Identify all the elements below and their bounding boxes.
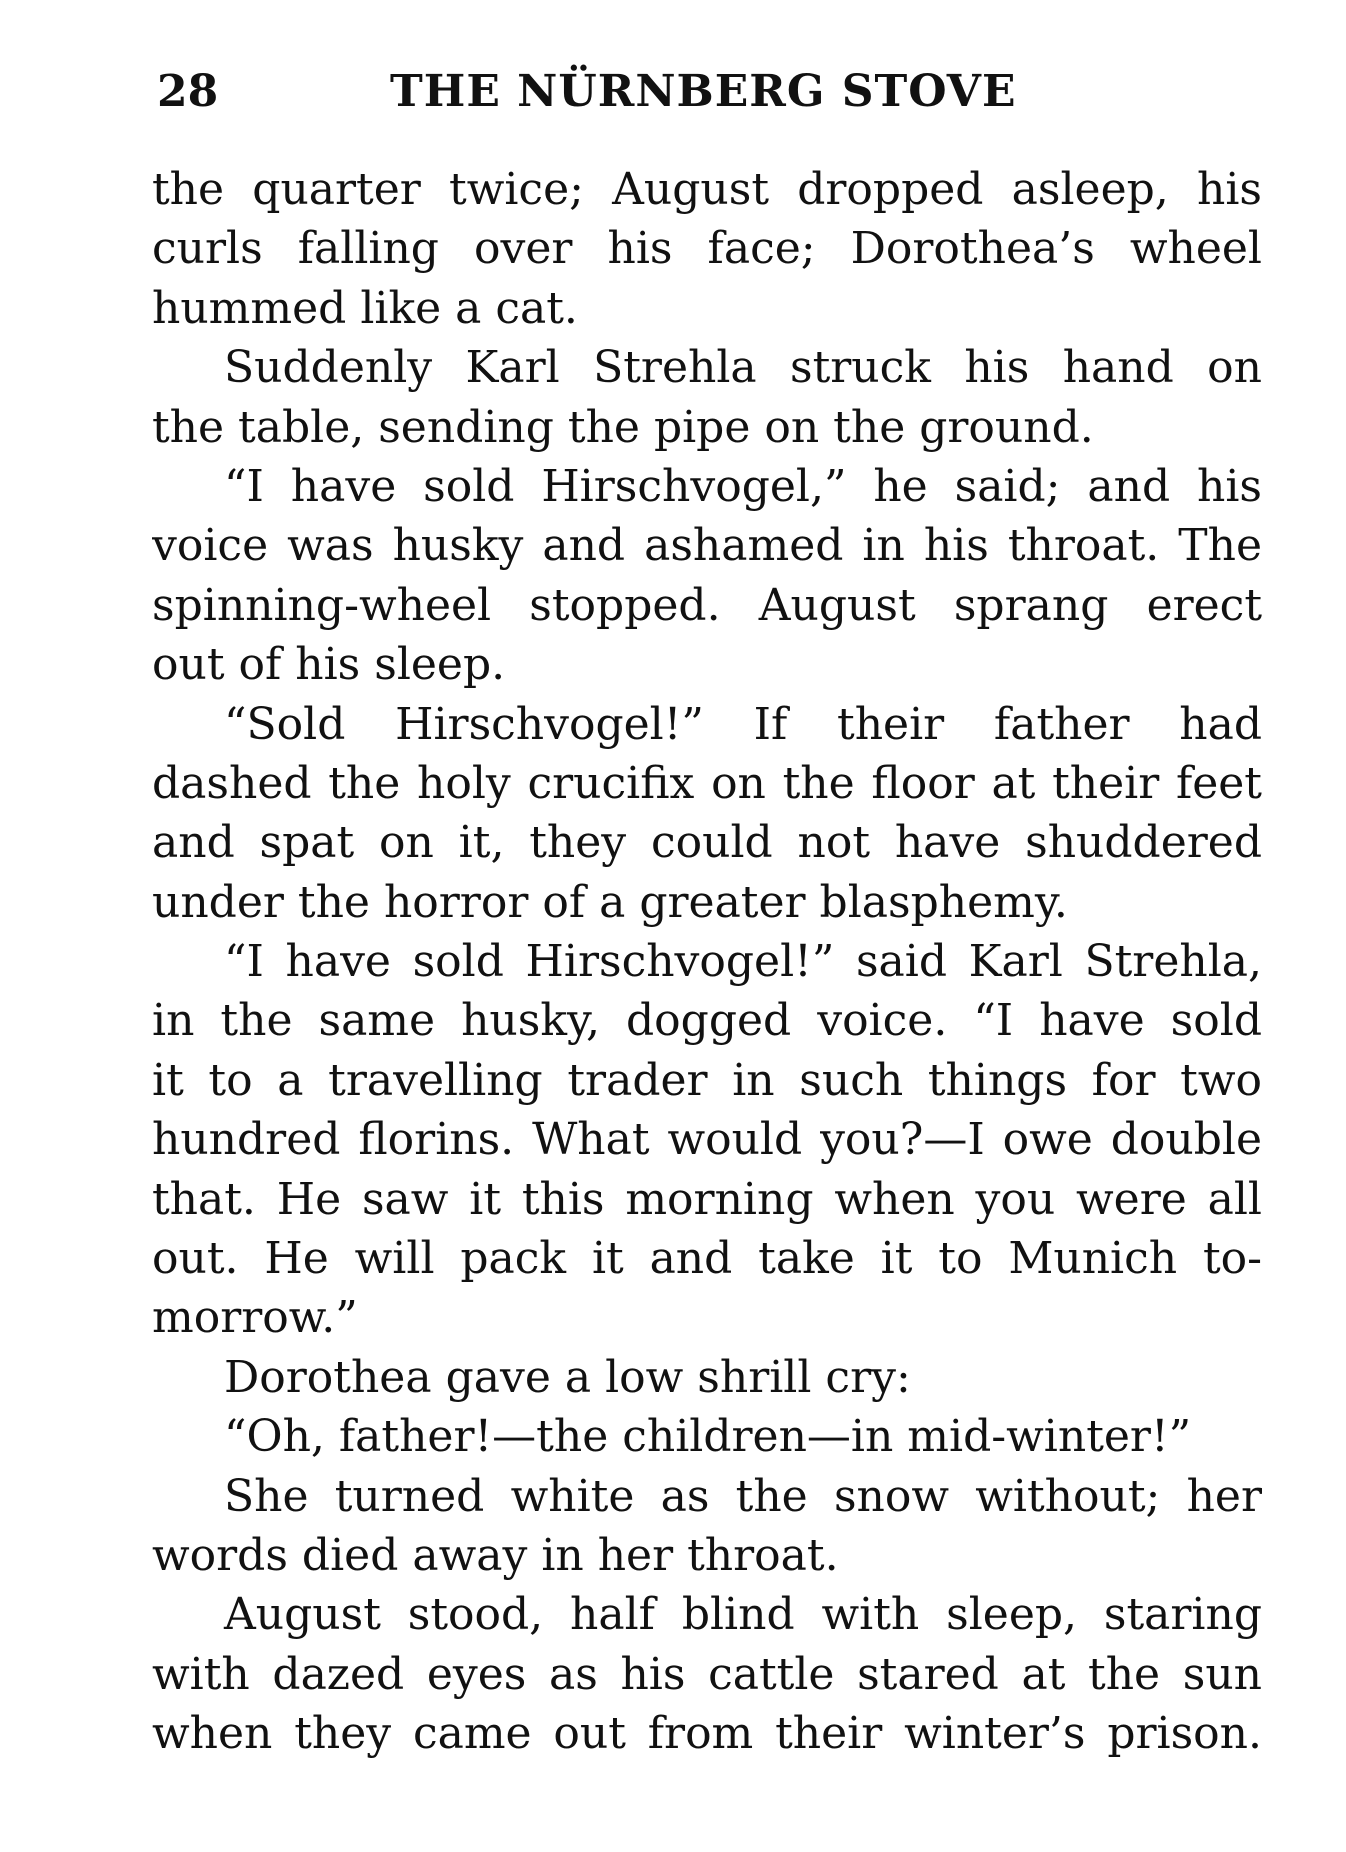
text-line: in the same husky, dogged voice. “I have sold [152,995,1262,1047]
text-line: out. He will pack it and take it to Munich to- [152,1233,1262,1285]
page-number: 28 [157,66,219,117]
running-title: THE NÜRNBERG STOVE [390,66,1017,117]
text-line: it to a travelling trader in such things for two [152,1054,1262,1106]
text-line: the quarter twice; August dropped asleep, his [152,164,1262,215]
text-line: Dorothea gave a low shrill cry: [224,1351,911,1403]
page-header [157,62,1057,122]
text-line: She turned white as the snow without; her [224,1470,1262,1522]
text-line: “Oh, father!—the children—in mid-winter!” [224,1411,1192,1463]
text-line: Suddenly Karl Strehla struck his hand on [224,342,1262,394]
text-line: with dazed eyes as his cattle stared at the sun [152,1648,1262,1700]
body-text [152,160,1262,1764]
text-line: and spat on it, they could not have shuddered [152,817,1262,869]
text-line: out of his sleep. [152,639,506,691]
text-line: “Sold Hirschvogel!” If their father had [224,698,1262,750]
text-line: hundred florins. What would you?—I owe double [152,1114,1262,1166]
text-line: “I have sold Hirschvogel,” he said; and his [224,460,1262,512]
text-line: curls falling over his face; Dorothea’s wheel [152,223,1262,275]
text-line: spinning-wheel stopped. August sprang erect [152,579,1262,631]
text-line: dashed the holy crucifix on the floor at their feet [152,757,1262,809]
text-line: morrow.” [152,1292,358,1344]
text-line: that. He saw it this morning when you were all [152,1173,1262,1225]
text-line: under the horror of a greater blasphemy. [152,876,1068,928]
text-line: voice was husky and ashamed in his throat. The [152,520,1262,572]
text-line: “I have sold Hirschvogel!” said Karl Strehla, [224,936,1262,988]
text-line: hummed like a cat. [152,282,578,334]
text-line: when they came out from their winter’s prison. [152,1708,1262,1760]
text-line: words died away in her throat. [152,1529,839,1581]
text-line: the table, sending the pipe on the ground. [152,401,1094,453]
text-line: August stood, half blind with sleep, staring [224,1589,1262,1641]
